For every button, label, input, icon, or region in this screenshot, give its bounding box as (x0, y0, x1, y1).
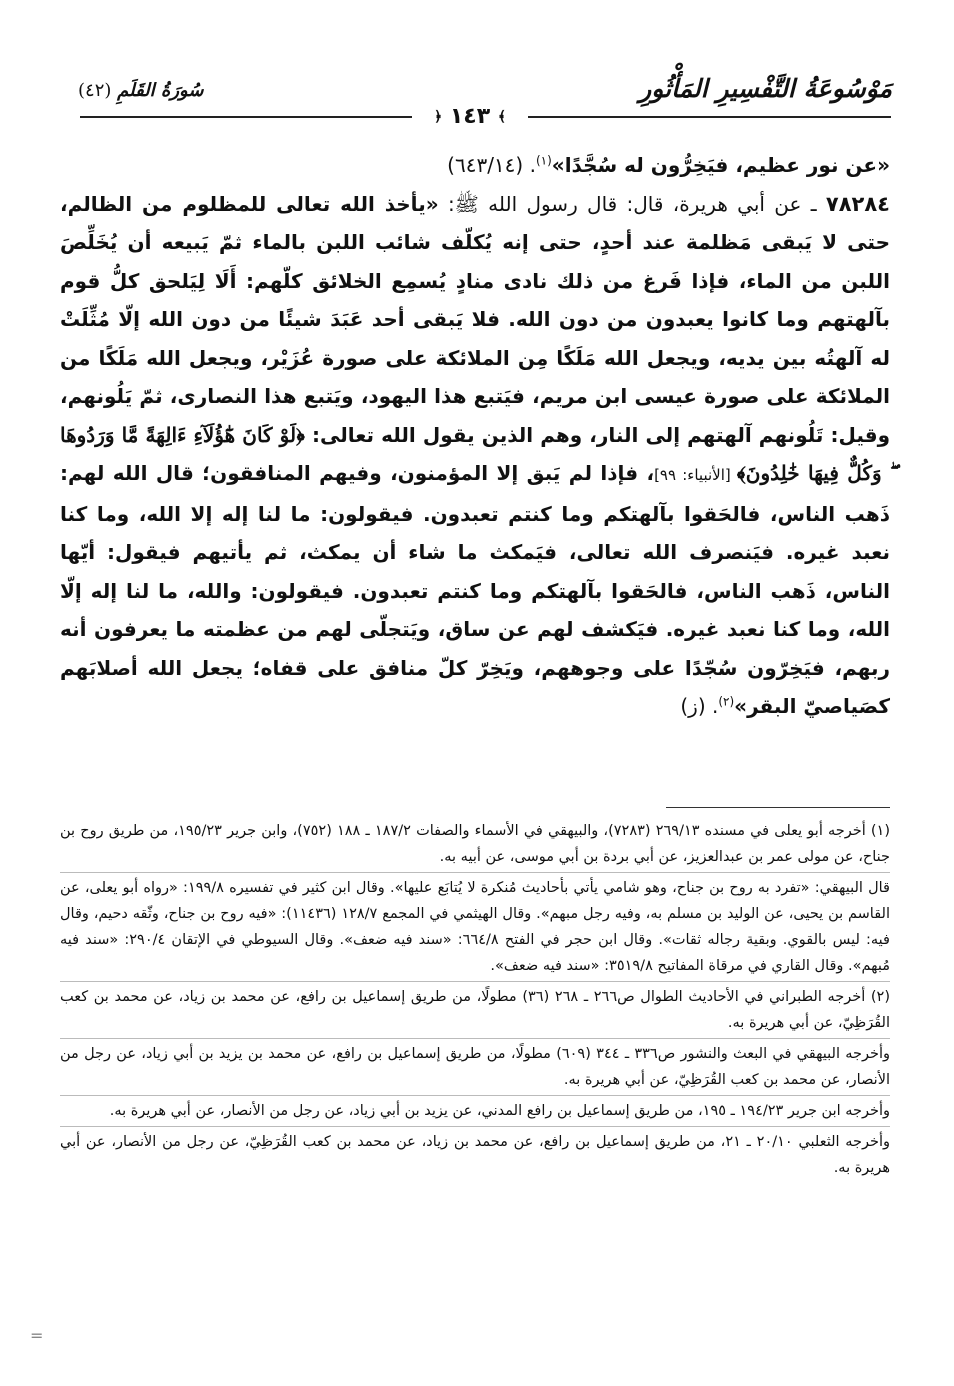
source-mark: . (ز) (680, 694, 719, 718)
continued-quote: «عن نور عظيم، فيَخِرُّون له سُجَّدًا» (551, 153, 890, 177)
header-rule-left (80, 116, 412, 118)
footnote-2: (٢) أخرجه الطبراني في الأحاديث الطوال ص٢٦٦ ـ ٢٦٨ (٣٦) مطولًا، من طريق إسماعيل بن رافع، عن محمد بن زياد، عن محمد بن كعب القُرَظِيّ، عن أبي هريرة به. (60, 989, 890, 1031)
sura-heading (78, 78, 278, 104)
footnote-2-source-bayhaqi: وأخرجه البيهقي في البعث والنشور ص٣٣٦ ـ ٣٤٤ (٦٠٩) مطولًا، من طريق إسماعيل بن رافع، عن محمد بن يزيد بن أبي زياد، عن رجل من الأنصار، عن محمد بن كعب القُرَظِيّ، عن أبي هريرة به. (60, 1046, 890, 1088)
footnote-divider (60, 1038, 890, 1039)
footnote-1-commentary: قال البيهقي: «تفرد به روح بن جناح، وهو شامي يأتي بأحاديث مُنكرة لا يُتابَع عليها». وقال ابن كثير في تفسيره ١٩٩/٨: «رواه أبو يعلى، عن القاسم بن يحيى، عن الوليد بن مسلم به، وفيه رجل مبهم». وقال الهيثمي في المجمع ١٢٨/٧ (١١٤٣٦): «فيه روح بن جناح، وثّقه دحيم، وقال فيه: ليس بالقوي. وبقية رجاله ثقات». وقال ابن حجر في الفتح ٦٦٤/٨: «سند فيه ضعف». وقال السيوطي في الإتقان ٢٩٠/٤: «سند فيه مُبهم». وقال القاري في مرقاة المفاتيح ٣٥١٩/٨: «سند فيه ضعف». (60, 880, 890, 974)
continued-citation: . (٦٤٣/١٤) (447, 153, 536, 177)
footnote-divider (60, 1095, 890, 1096)
footnote-ref-2: (٢) (718, 694, 735, 709)
footnote-divider (60, 981, 890, 982)
quran-reference: [الأنبياء: ٩٩] (654, 466, 737, 484)
page-number: ١٤٣ (449, 104, 491, 129)
hadith-intro: ـ عن أبي هريرة، قال: قال رسول الله ﷺ: (438, 191, 826, 216)
continued-paragraph (60, 146, 890, 185)
ornament-left-icon: ﴿ (433, 109, 443, 125)
hadith-text-part1: «يأخذ الله تعالى للمظلوم من الظالم، حتى لا يَبقى مَظلمة عند أحدٍ، حتى إنه يُكلّف شائب اللبن بالماء ثمّ يَبيعه أن يُخَلِّصَ اللبن من الماء، فإذا فَرغ من ذلك نادى منادٍ يُسمِع الخلائق كلّهم: أَلَا لِيَلحق كلُّ قوم بآلهتهم وما كانوا يعبدون من دون الله. فلا يَبقى أحد عَبَدَ شيئًا من دون الله إلّا مُثِّلَتْ له آلهتُه بين يديه، ويجعل الله مَلَكًا مِن الملائكة على صورة عُزَيْر، ويجعل الله مَلَكًا من الملائكة على صورة عيسى ابن مريم، فيَتبع هذا اليهود، ويَتبع هذا النصارى، ثمّ يَلُونهم، وقيل: تَلُونهم آلهتهم إلى النار، وهم الذين يقول الله تعالى: (60, 191, 891, 447)
page-number-block (415, 102, 525, 132)
book-title: مَوْسُوعَةُ التَّفْسِيرِ المَأْثُورِ (639, 74, 892, 103)
footnote-separator (666, 807, 890, 808)
sura-number: (٤٢) (78, 80, 112, 101)
main-text (60, 146, 890, 726)
footnote-1: (١) أخرجه أبو يعلى في مسنده ٢٦٩/١٣ (٧٢٨٣)، والبيهقي في الأسماء والصفات ١٨٧/٢ ـ ١٨٨ (٧٥٢)، وابن جرير ١٩٥/٢٣، من طريق روح بن جناح، عن مولى عمر بن عبدالعزيز، عن أبي بردة بن أبي موسى، عن أبيه به. (60, 823, 890, 865)
hadith-text-part2: ، فإذا لم يَبق إلا المؤمنون، وفيهم المنافقون؛ قال الله لهم: ذَهب الناس، فالحَقوا بآلهتكم وما كنتم تعبدون. فيقولون: ما لنا إله إلا الله، وما كنا نعبد غيره. فيَنصرف الله تعالى، فيَمكث ما شاء أن يمكث، ثم يأتيهم فيقول: أيّها الناس، ذَهب الناس، فالحَقوا بآلهتكم وما كنتم تعبدون. فيقولون: والله، ما لنا إله إلّا الله، وما كنا نعبد غيره. فيَكشف لهم عن ساق، ويَتجلّى لهم من عظمته ما يعرفون أنه ربهم، فيَخِرّون سُجّدًا على وجوههم، ويَخِرّ كلّ منافق على قفاه؛ يجعل الله أصلابَهم كصَياصيّ البقر» (60, 461, 890, 718)
hadith-number: ٧٨٢٨٤ (825, 191, 890, 216)
ornament-right-icon: ﴾ (497, 109, 507, 125)
footnote-ref-1: (١) (535, 153, 552, 168)
footnote-divider (60, 1126, 890, 1127)
footnote-divider (60, 872, 890, 873)
footnotes (60, 818, 890, 1181)
footnote-2-source-ibn-jarir: وأخرجه ابن جرير ١٩٤/٢٣ ـ ١٩٥، من طريق إسماعيل بن رافع المدني، عن يزيد بن أبي زياد، عن رجل من الأنصار، عن أبي هريرة به. (109, 1103, 890, 1119)
margin-mark: = (30, 1326, 44, 1345)
quran-verse: ﴿لَوْ كَانَ هَٰٓؤُلَآءِ ءَالِهَةً مَّا وَرَدُوهَا ۖ وَكُلٌّ فِيهَا خَٰلِدُونَ﴾ (60, 422, 891, 485)
sura-name: سُورَةُ القَلَمِ (117, 80, 204, 101)
header-rule-right (528, 116, 891, 118)
hadith-paragraph (60, 185, 890, 726)
footnote-2-source-thalabi: وأخرجه الثعلبي ٢٠/١٠ ـ ٢١، من طريق إسماعيل بن رافع، عن محمد بن زياد، عن محمد بن كعب القُرَظِيّ، عن رجل من الأنصار، عن أبي هريرة به. (60, 1134, 891, 1176)
